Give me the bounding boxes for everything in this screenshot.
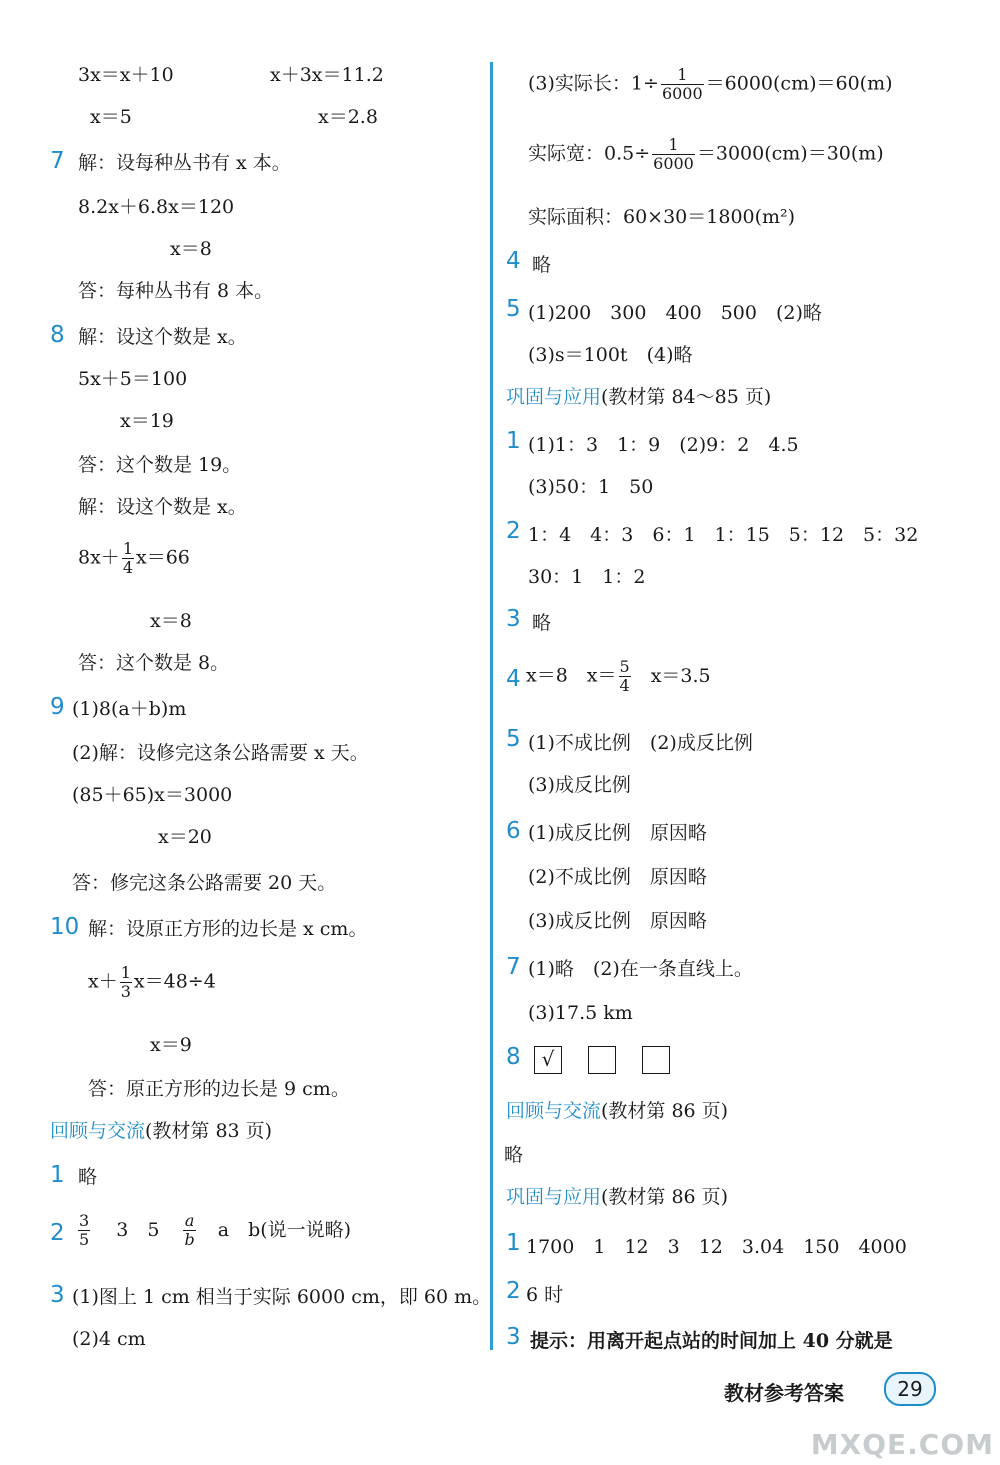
page-number: 29 [884,1372,936,1406]
answer-line: 实际面积：60×30＝1800(m²) [528,206,796,228]
check-box-empty [588,1046,616,1074]
answer-line: 略 [532,254,552,276]
answer-line: 答：这个数是 8。 [78,652,230,674]
question-number: 3 [50,1282,65,1308]
answer-line: (1)略 (2)在一条直线上。 [528,958,753,980]
checkbox-row [534,1046,696,1074]
equation: 3x＝x＋10 [78,64,174,86]
answer-line: 实际宽：0.5÷ $\frac{1}{6000}$ ＝3000(cm)＝30(m) [528,135,884,173]
answer-line: (2)不成比例 原因略 [528,866,707,888]
watermark: MXQE.COM [810,1428,994,1461]
question-number: 1 [506,428,521,454]
answer-line: (3)s＝100t (4)略 [528,344,693,366]
fraction: $\frac{1}{6000}$ [661,65,703,103]
answer-line: (1)1：3 1：9 (2)9：2 4.5 [528,434,799,456]
answer-line: 30：1 1：2 [528,566,646,588]
question-number: 3 [506,1324,521,1350]
footer-label: 教材参考答案 [724,1381,844,1405]
answer-line: 解：设每种丛书有 x 本。 [78,152,291,174]
answer-line: 略 [504,1144,524,1166]
answer-line: (2)解：设修完这条公路需要 x 天。 [72,742,369,764]
equation: x＝20 [158,826,212,848]
question-number: 8 [506,1044,521,1070]
question-number: 2 [506,1278,521,1304]
equation: x＝9 [150,1034,192,1056]
answer-line: 略 [78,1166,98,1188]
question-number: 2 [506,518,521,544]
check-box-checked: √ [534,1046,562,1074]
answer-line: (3)实际长：1÷ $\frac{1}{6000}$ ＝6000(cm)＝60(m) [528,65,893,103]
equation: x＝19 [120,410,174,432]
answer-line: 答：这个数是 19。 [78,454,242,476]
question-number: 7 [506,954,521,980]
answer-line: 答：修完这条公路需要 20 天。 [72,872,337,894]
equation: x＝2.8 [318,106,378,128]
answer-line: 提示：用离开起点站的时间加上 40 分就是 [530,1330,893,1352]
answer-line: (1)成反比例 原因略 [528,822,707,844]
question-number: 2 [50,1220,65,1246]
equation: x＝8 [170,238,212,260]
equation: 8.2x＋6.8x＝120 [78,196,235,218]
equation: x＝5 [90,106,132,128]
question-number: 5 [506,296,521,322]
answer-line: (1)200 300 400 500 (2)略 [528,302,822,324]
check-box-empty [642,1046,670,1074]
answer-line: (3)17.5 km [528,1002,633,1024]
section-heading: 巩固与应用(教材第 86 页) [506,1186,729,1208]
equation: 8x＋ $\frac{1}{4}$ x＝66 [78,539,190,577]
answer-line: 答：每种丛书有 8 本。 [78,280,274,302]
column-divider [490,62,493,1350]
question-number: 1 [50,1162,65,1188]
equation: x＋ $\frac{1}{3}$ x＝48÷4 [88,963,216,1001]
answer-line: (3)50：1 50 [528,476,654,498]
answer-line: (1)图上 1 cm 相当于实际 6000 cm，即 60 m。 [72,1286,492,1308]
answer-line: x＝8 x＝ $\frac{5}{4}$ x＝3.5 [526,657,711,695]
answer-line: (1)不成比例 (2)成反比例 [528,732,753,754]
question-number: 8 [50,322,65,348]
equation: x＋3x＝11.2 [270,64,384,86]
answer-line: 答：原正方形的边长是 9 cm。 [88,1078,350,1100]
question-number: 9 [50,694,65,720]
answer-line: (3)成反比例 原因略 [528,910,707,932]
question-number: 7 [50,148,65,174]
answer-line: 1：4 4：3 6：1 1：15 5：12 5：32 [528,524,919,546]
question-number: 5 [506,726,521,752]
section-heading: 回顾与交流(教材第 86 页) [506,1100,729,1122]
answer-line: 解：设这个数是 x。 [78,326,247,348]
answer-line: 6 时 [526,1284,564,1306]
equation: x＝8 [150,610,192,632]
answer-line: (2)4 cm [72,1328,146,1350]
fraction: $\frac{5}{4}$ [619,657,630,695]
question-number: 4 [506,666,521,692]
question-number: 10 [50,914,80,940]
section-heading: 回顾与交流(教材第 83 页) [50,1120,273,1142]
fraction: $\frac{1}{6000}$ [653,135,694,173]
answer-line: 解：设原正方形的边长是 x cm。 [88,918,368,940]
question-number: 6 [506,818,521,844]
answer-line: 略 [532,612,552,634]
fraction: $\frac{1}{4}$ [122,539,133,577]
question-number: 4 [506,248,521,274]
fraction: $\frac{1}{3}$ [120,963,131,1001]
answer-line: (3)成反比例 [528,774,631,796]
equation: (85＋65)x＝3000 [72,784,233,806]
question-number: 1 [506,1230,521,1256]
answer-line: $\frac{3}{5}$ 3 5 $\frac{a}{b}$ a b(说一说略) [79,1211,352,1249]
section-heading: 巩固与应用(教材第 84～85 页) [506,386,772,408]
fraction: $\frac{3}{5}$ [79,1211,90,1249]
answer-line: 1700 1 12 3 12 3.04 150 4000 [526,1236,907,1258]
question-number: 3 [506,606,521,632]
fraction: $\frac{a}{b}$ [184,1211,195,1249]
equation: 5x＋5＝100 [78,368,188,390]
answer-line: (1)8(a＋b)m [72,698,187,720]
answer-line: 解：设这个数是 x。 [78,496,247,518]
